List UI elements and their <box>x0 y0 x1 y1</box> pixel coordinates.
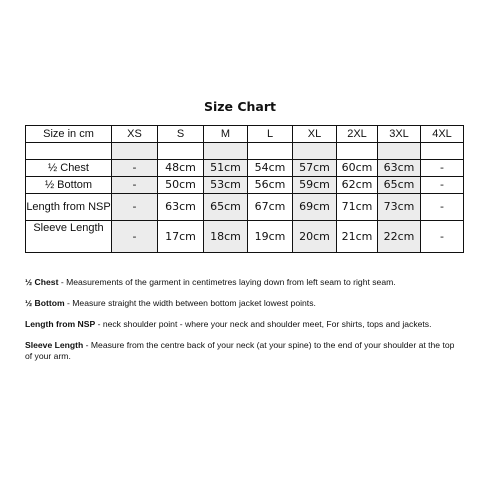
page-title: Size Chart <box>203 99 277 114</box>
table-cell: - <box>112 221 158 253</box>
table-cell: 62cm <box>337 177 378 194</box>
table-header-row <box>26 126 464 143</box>
table-cell <box>293 143 337 160</box>
measurement-notes <box>25 277 455 372</box>
note-text: - Measurements of the garment in centimetres laying down from left seam to right seam. <box>58 277 396 287</box>
header-size-xs: XS <box>112 126 158 143</box>
header-size-xl: XL <box>293 126 337 143</box>
table-cell: 53cm <box>204 177 248 194</box>
table-cell: 59cm <box>293 177 337 194</box>
note-chest <box>25 277 455 288</box>
table-cell <box>421 143 464 160</box>
table-cell <box>204 143 248 160</box>
table-cell: 51cm <box>204 160 248 177</box>
table-cell: - <box>421 221 464 253</box>
table-row-sleeve <box>26 221 464 253</box>
note-term: ½ Chest <box>25 277 59 287</box>
table-cell: 19cm <box>248 221 293 253</box>
header-size-2xl: 2XL <box>337 126 378 143</box>
table-cell: 65cm <box>378 177 421 194</box>
table-cell <box>248 143 293 160</box>
note-term: Length from NSP <box>25 319 96 329</box>
note-text: - Measure from the centre back of your neck (at your spine) to the end of your shoulder at the top of your arm. <box>25 340 455 361</box>
table-cell: 67cm <box>248 194 293 221</box>
table-cell: 20cm <box>293 221 337 253</box>
note-bottom <box>25 298 455 309</box>
table-cell <box>158 143 204 160</box>
table-row-length <box>26 194 464 221</box>
row-label: ½ Chest <box>26 160 112 177</box>
table-cell: 63cm <box>378 160 421 177</box>
table-row-chest <box>26 160 464 177</box>
row-label: Length from NSP <box>26 194 112 221</box>
table-cell: 73cm <box>378 194 421 221</box>
table-cell: - <box>421 177 464 194</box>
table-cell: 60cm <box>337 160 378 177</box>
note-sleeve <box>25 340 455 362</box>
table-cell: - <box>421 194 464 221</box>
row-label: Sleeve Length <box>26 221 112 253</box>
table-cell: 50cm <box>158 177 204 194</box>
table-cell: 65cm <box>204 194 248 221</box>
table-cell: - <box>421 160 464 177</box>
table-cell: 18cm <box>204 221 248 253</box>
table-cell: 21cm <box>337 221 378 253</box>
table-cell: 71cm <box>337 194 378 221</box>
table-cell: 54cm <box>248 160 293 177</box>
header-size-l: L <box>248 126 293 143</box>
note-text: - neck shoulder point - where your neck and shoulder meet, For shirts, tops and jackets. <box>95 319 432 329</box>
note-term: ½ Bottom <box>25 298 65 308</box>
table-cell: - <box>112 177 158 194</box>
table-cell: 48cm <box>158 160 204 177</box>
header-size-4xl: 4XL <box>421 126 464 143</box>
header-size-label: Size in cm <box>26 126 112 143</box>
table-spacer-row <box>26 143 464 160</box>
table-cell: 69cm <box>293 194 337 221</box>
table-cell <box>337 143 378 160</box>
table-cell: 63cm <box>158 194 204 221</box>
table-cell: 17cm <box>158 221 204 253</box>
table-cell: 56cm <box>248 177 293 194</box>
note-term: Sleeve Length <box>25 340 84 350</box>
table-cell: - <box>112 160 158 177</box>
row-label: ½ Bottom <box>26 177 112 194</box>
table-cell <box>378 143 421 160</box>
table-cell: 22cm <box>378 221 421 253</box>
table-cell: - <box>112 194 158 221</box>
table-cell: 57cm <box>293 160 337 177</box>
table-cell <box>112 143 158 160</box>
note-length <box>25 319 455 330</box>
table-row-bottom <box>26 177 464 194</box>
header-size-3xl: 3XL <box>378 126 421 143</box>
header-size-s: S <box>158 126 204 143</box>
note-text: - Measure straight the width between bottom jacket lowest points. <box>64 298 316 308</box>
table-cell <box>26 143 112 160</box>
size-chart-table <box>25 125 464 253</box>
header-size-m: M <box>204 126 248 143</box>
